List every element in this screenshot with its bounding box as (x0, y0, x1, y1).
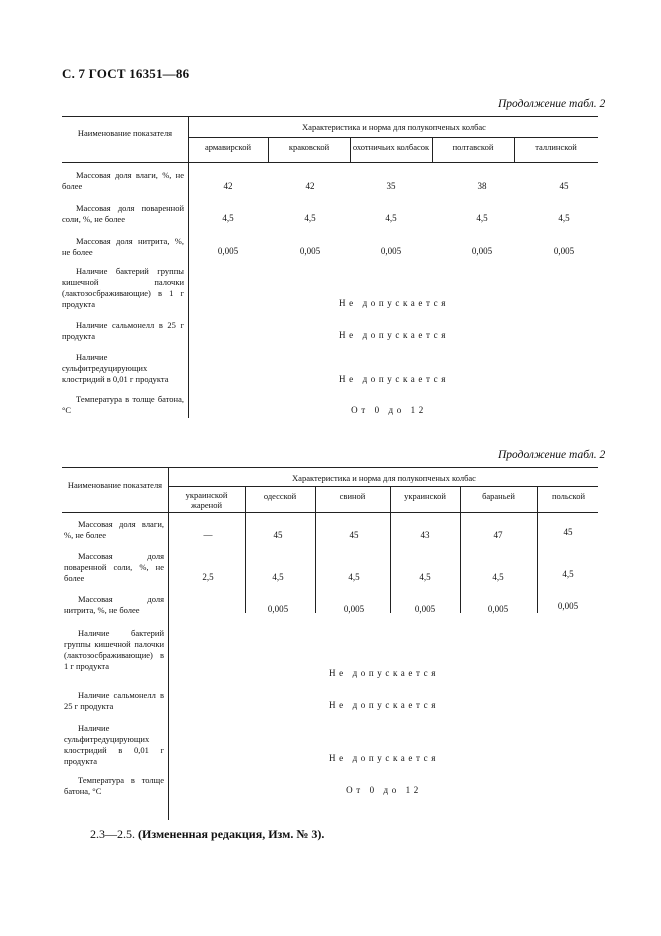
table2-value: 4,5 (562, 569, 574, 579)
table2-value: 0,005 (414, 604, 436, 614)
table1-row-label: Наличие сульфитредуцирующих клостридий в 0,01 г продукта (62, 352, 169, 384)
table1-column-header: полтавской (452, 142, 494, 152)
amendment-clauses: 2.3—2.5. (90, 827, 138, 841)
table1-value: 38 (477, 181, 487, 191)
page-header: С. 7 ГОСТ 16351—86 (62, 66, 190, 81)
table2-header-rule (62, 512, 598, 513)
table1-row-label: Температура в толще батона, °С (62, 394, 184, 415)
table1-row-label: Наличие бактерий группы кишечной палочки (лактозосбраживающие) в 1 г продукта (62, 266, 184, 309)
table2-column-header: польской (551, 491, 586, 501)
table2-span-value: Не допускается (329, 668, 439, 678)
table2-column-header: свиной (339, 491, 366, 501)
table1-value: 4,5 (304, 213, 316, 223)
table2-value: 4,5 (419, 572, 431, 582)
amendment-text: (Измененная редакция, Изм. № 3). (138, 827, 325, 841)
table2-column-header: украинской (404, 491, 446, 501)
table2-row-label: Массовая доля поваренной соли, %, не более (64, 551, 164, 583)
table1-column-header: охотничьих колбасок (352, 142, 430, 152)
table1-value: 4,5 (476, 213, 488, 223)
table1-value: 0,005 (299, 246, 321, 256)
table2-col-divider (460, 486, 461, 613)
table2-span-value: Не допускается (329, 700, 439, 710)
table2-value: 0,005 (343, 604, 365, 614)
table1-header-rule (62, 162, 598, 163)
table1-stub-divider (188, 116, 189, 418)
table2-span-value: Не допускается (329, 753, 439, 763)
table1-group-header: Характеристика и норма для полукопченых колбас (302, 122, 486, 132)
table2-value: 4,5 (272, 572, 284, 582)
table1-span-value: Не допускается (339, 330, 449, 340)
table2-value: 4,5 (348, 572, 360, 582)
table2-value: 45 (349, 530, 359, 540)
table2-value: 47 (493, 530, 503, 540)
table1-value: 0,005 (217, 246, 239, 256)
table2-span-value: От 0 до 12 (346, 785, 422, 795)
table1-row-label: Массовая доля нитрита, %, не более (62, 236, 184, 257)
table1-value: 0,005 (553, 246, 575, 256)
table2-top-rule (62, 467, 598, 468)
table1-value: 45 (559, 181, 569, 191)
table2-col-divider (315, 486, 316, 613)
table2-col-header: Наименование показателя (67, 480, 163, 490)
table2-row-label: Массовая доля нитрита, %, не более (64, 594, 164, 615)
table1-group-rule (188, 137, 598, 138)
table2-value: 0,005 (557, 601, 579, 611)
table2-group-header: Характеристика и норма для полукопченых колбас (292, 473, 476, 483)
table1-col-divider (350, 137, 351, 162)
table1-column-header: армавирской (204, 142, 252, 152)
table1-value: 4,5 (385, 213, 397, 223)
table1-span-value: Не допускается (339, 298, 449, 308)
table1-span-value: Не допускается (339, 374, 449, 384)
table1-value: 4,5 (222, 213, 234, 223)
table2-column-header: бараньей (482, 491, 515, 501)
table1-value: 35 (386, 181, 396, 191)
table2-stub-divider (168, 467, 169, 820)
table1-top-rule (62, 116, 598, 117)
table1-col-header: Наименование показателя (77, 128, 173, 138)
table2-value: 4,5 (492, 572, 504, 582)
table2-continuation: Продолжение табл. 2 (498, 449, 606, 461)
table1-value: 42 (223, 181, 233, 191)
table2-group-rule (168, 486, 598, 487)
table1-col-divider (432, 137, 433, 162)
table2-row-label: Наличие сульфитредуцирующих клостридий в 0,01 г продукта (64, 723, 164, 766)
table1-value: 4,5 (558, 213, 570, 223)
table1-span-value: От 0 до 12 (351, 405, 427, 415)
table1-value: 0,005 (380, 246, 402, 256)
table2-row-label: Наличие сальмонелл в 25 г продукта (64, 690, 164, 711)
table2-column-header: одесской (263, 491, 297, 501)
amendment-note (90, 827, 324, 842)
table2-value: 43 (420, 530, 430, 540)
table1-row-label: Массовая доля поваренной соли, %, не более (62, 203, 184, 224)
table1-continuation: Продолжение табл. 2 (498, 98, 606, 110)
table2-value: 0,005 (487, 604, 509, 614)
table2-column-header: украинской жареной (185, 490, 228, 510)
table2-row-label: Температура в толще батона, °С (64, 775, 164, 796)
table2-value: 45 (563, 527, 573, 537)
table1-value: 0,005 (471, 246, 493, 256)
table2-value: 0,005 (267, 604, 289, 614)
table2-value: 2,5 (202, 572, 214, 582)
table2-value: — (203, 530, 213, 540)
table1-column-header: краковской (288, 142, 330, 152)
table2-col-divider (537, 486, 538, 613)
table1-col-divider (268, 137, 269, 162)
table1-column-header: таллинской (535, 142, 577, 152)
table2-row-label: Массовая доля влаги, %, не более (64, 519, 164, 540)
table2-col-divider (390, 486, 391, 613)
table2-col-divider (245, 486, 246, 613)
table1-row-label: Массовая доля влаги, %, не более (62, 170, 184, 191)
table2-row-label: Наличие бактерий группы кишечной палочки (лактозосбраживающие) в 1 г продукта (64, 628, 164, 671)
table1-col-divider (514, 137, 515, 162)
table1-row-label: Наличие сальмонелл в 25 г продукта (62, 320, 184, 341)
table2-value: 45 (273, 530, 283, 540)
table1-value: 42 (305, 181, 315, 191)
